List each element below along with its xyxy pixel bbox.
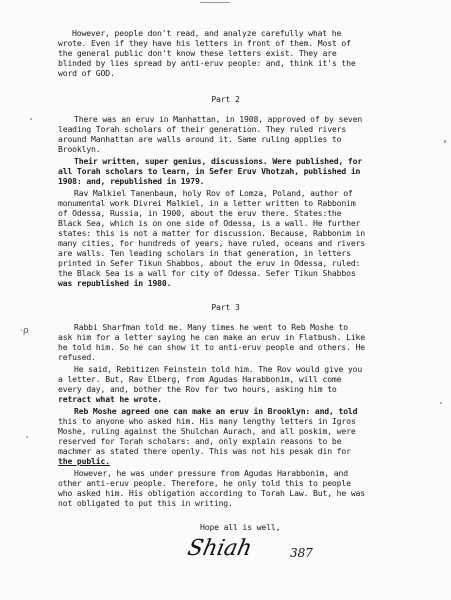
margin-mark: ·ρ — [20, 326, 29, 336]
part2-line: are walls. Ten leading scholars in that generation, in letters — [58, 248, 351, 258]
part2-line: printed in Sefer Tikun Shabbos, about the eruv in Odessa, ruled: — [58, 258, 361, 268]
part3-heading: Part 3 — [211, 302, 240, 312]
intro-line: wrote. Even if they have his letters in front of them. Most of — [58, 38, 351, 48]
part3-line: every day, and, bother the Rov for two hours, asking him to — [58, 384, 337, 394]
part3-line: the public. — [58, 456, 110, 466]
part2-line: was republished in 1980. — [58, 278, 172, 288]
closing-line: Hope all is well, — [200, 522, 281, 532]
part2-line: around Manhattan are walls around it. Same ruling applies to — [58, 134, 342, 144]
intro-line: the general public don't know these letters exist. They are — [58, 48, 337, 58]
part2-line: Rav Malkiel Tanenbaum, holy Rov of Lomza, Poland, author of — [74, 188, 353, 198]
part3-line: a letter. But, Rav Elberg, from Agudas Harabbonim, will come — [58, 374, 342, 384]
scan-speck — [444, 140, 446, 143]
part3-line: Reb Moshe agreed one can make an eruv in Brooklyn: and, told — [74, 406, 358, 416]
scan-speck — [440, 402, 442, 404]
part3-line: retract what he wrote. — [58, 394, 162, 404]
part2-line: leading Torah scholars of their generation. They ruled rivers — [58, 124, 347, 134]
part2-bold-line: all Torah scholars to learn, in Sefer Eruv Vhotzah, published in — [58, 166, 361, 176]
part2-line: states: this is not a matter for discussion. Because, Rabbonim in — [58, 228, 365, 238]
part3-line: However, he was under pressure from Agudas Harabbonim, and — [74, 468, 348, 478]
scan-speck — [30, 118, 32, 120]
part3-line: machmer as stated there openly. This was not his pesak din for — [58, 446, 351, 456]
part2-line: Black Sea, which is on one side of Odessa, is a wall. He further — [58, 218, 361, 228]
part3-line: He said, Rebitizen Feinstein told him. The Rov would give you — [74, 364, 363, 374]
part3-line: who asked him. His obligation according to Torah Law. But, he was — [58, 488, 365, 498]
intro-line: However, people don't read, and analyze carefully what he — [72, 28, 342, 38]
part3-line: ask him for a letter saying he can make an eruv in Flatbush. Like — [58, 332, 365, 342]
part2-line: There was an eruv in Manhattan, in 1908, approved of by seven — [74, 114, 363, 124]
part2-bold-line: 1908: and, republished in 1979. — [58, 176, 205, 186]
scan-speck — [200, 2, 230, 3]
part3-line: refused. — [58, 352, 96, 362]
part2-heading: Part 2 — [211, 94, 240, 104]
signature-number: 387 — [290, 546, 313, 560]
scan-speck — [26, 436, 28, 438]
part3-line: reserved for Torah scholars: and, only explain reasons to be — [58, 436, 342, 446]
part3-line: Moshe, ruling against the Shulchan Aurach, and all poskim, were — [58, 426, 356, 436]
part3-line: this to anyone who asked him. His many lengthy letters in Igros — [58, 416, 356, 426]
part3-line: he told him. So he can show it to anti-eruv people and others. He — [58, 342, 365, 352]
signature: Shiah — [185, 536, 255, 561]
part3-line: Rabbi Sharfman told me. Many times he went to Reb Moshe to — [74, 322, 348, 332]
part2-bold-line: Their written, super genius, discussions. Were published, for — [74, 156, 363, 166]
part3-line: not obligated to put this in writing. — [58, 498, 233, 508]
part2-line: of Odessa, Russia, in 1900, about the eruv there. States:the — [58, 208, 342, 218]
part2-line: the Black Sea is a wall for city of Odessa. Sefer Tikun Shabbos — [58, 268, 356, 278]
intro-line: blinded by lies spread by anti-eruv people: and, think it's the — [58, 58, 356, 68]
intro-line: word of GOD. — [58, 68, 115, 78]
part2-line: many cities, for hundreds of years, have ruled, oceans and rivers — [58, 238, 365, 248]
part2-line: monumental work Divrei Malkiel, in a letter written to Rabbonim — [58, 198, 356, 208]
part2-line: Brooklyn. — [58, 144, 101, 154]
part3-line: other anti-eruv people. Therefore, he only told this to people — [58, 478, 351, 488]
